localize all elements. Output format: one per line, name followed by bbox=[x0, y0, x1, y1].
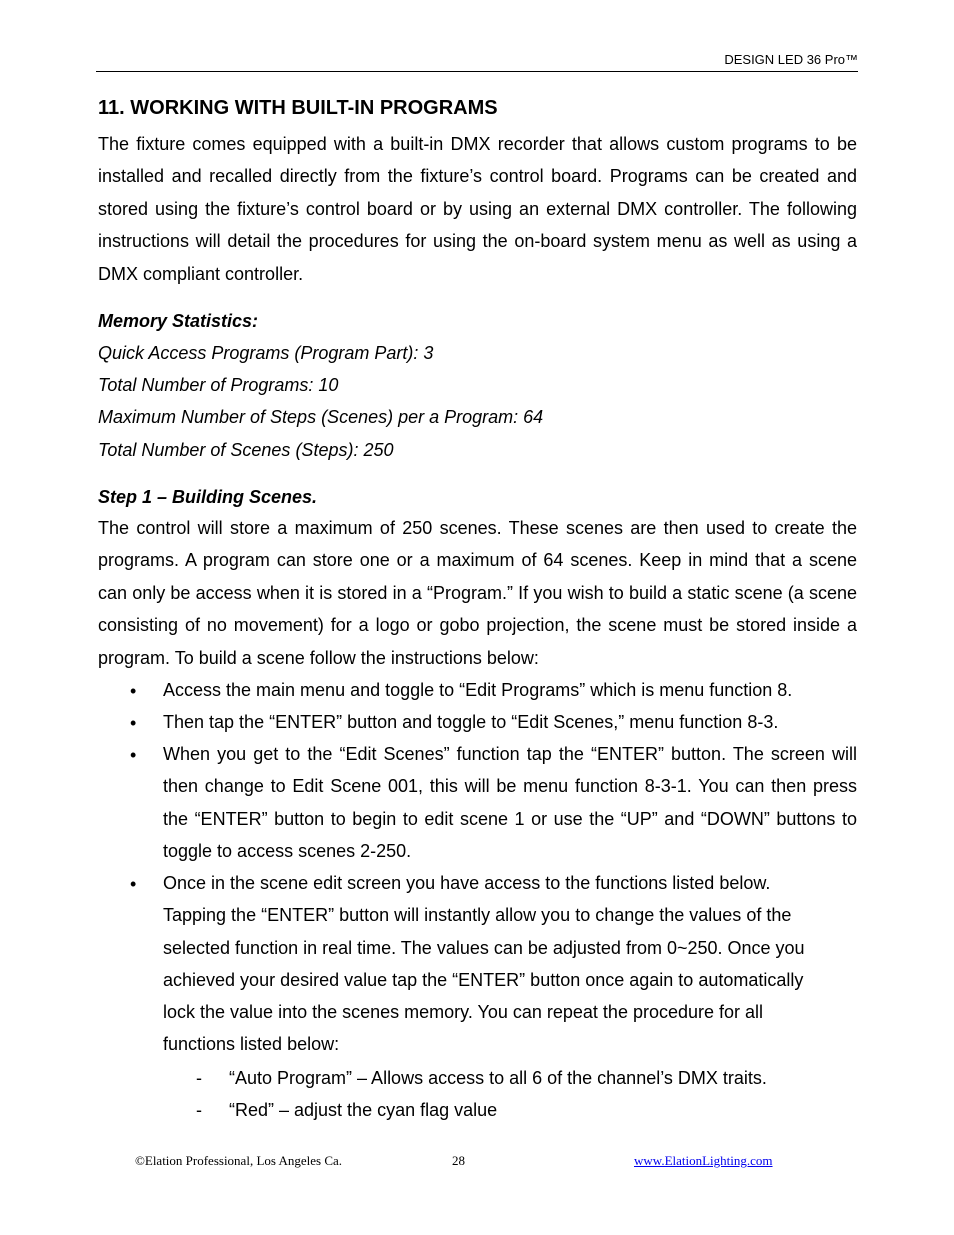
dash-marker: - bbox=[196, 1100, 202, 1120]
bullet-marker: • bbox=[130, 874, 137, 894]
sub-item: “Red” – adjust the cyan flag value bbox=[229, 1100, 498, 1120]
step1-paragraph: The control will store a maximum of 250 scenes. These scenes are then used to create the programs. A program can store one or a maximum of 64 scenes. Keep in mind that a scene can only be access when it is stored in a “Program.” If you wish to build a static scene (a scene consisting of no movement) for a logo or gobo projection, the scene must be stored inside a program. To build a scene follow the instructions below: bbox=[98, 518, 857, 668]
bullet-marker: • bbox=[130, 745, 137, 765]
bullet-item: When you get to the “Edit Scenes” function tap the “ENTER” button. The screen will then change to Edit Scene 001, this will be menu function 8-3-1. You can then press the “ENTER” button to begin to edit scene 1 or use the “UP” and “DOWN” buttons to toggle to access scenes 2-250. bbox=[163, 744, 857, 861]
footer-copyright: ©Elation Professional, Los Angeles Ca. bbox=[135, 1153, 343, 1168]
bullet-marker: • bbox=[130, 713, 137, 733]
bullet-item: Then tap the “ENTER” button and toggle to “Edit Scenes,” menu function 8-3. bbox=[163, 712, 779, 732]
footer-page-number: 28 bbox=[452, 1153, 465, 1168]
memory-stat-line: Total Number of Scenes (Steps): 250 bbox=[98, 440, 394, 460]
bullet-marker: • bbox=[130, 681, 137, 701]
memory-stat-line: Quick Access Programs (Program Part): 3 bbox=[98, 343, 434, 363]
step1-heading: Step 1 – Building Scenes. bbox=[98, 487, 318, 507]
intro-paragraph: The fixture comes equipped with a built-in DMX recorder that allows custom programs to be installed and recalled directly from the fixture’s control board. Programs can be created and stored using the fixture’s control board or by using an external DMX controller. The following instructions will detail the procedures for using the on-board system menu as well as using a DMX compliant controller. bbox=[98, 134, 857, 284]
memory-stat-line: Maximum Number of Steps (Scenes) per a Program: 64 bbox=[98, 407, 544, 427]
dash-marker: - bbox=[196, 1068, 202, 1088]
bullet-item: Access the main menu and toggle to “Edit Programs” which is menu function 8. bbox=[163, 680, 793, 700]
footer-website-link[interactable]: www.ElationLighting.com bbox=[634, 1153, 773, 1168]
memory-stat-line: Total Number of Programs: 10 bbox=[98, 375, 339, 395]
bullet-item: Once in the scene edit screen you have access to the functions listed below. Tapping the “ENTER” button will instantly allow you to change the values of the selected function in real time. The values can be adjusted from 0~250. Once you achieved your desired value tap the “ENTER” button once again to automatically lock the value into the scenes memory. You can repeat the procedure for all functions listed below: bbox=[163, 873, 805, 1055]
header-rule bbox=[96, 71, 858, 72]
page-title: 11. WORKING WITH BUILT-IN PROGRAMS bbox=[98, 97, 498, 119]
memory-statistics-heading: Memory Statistics: bbox=[98, 311, 259, 331]
sub-item: “Auto Program” – Allows access to all 6 of the channel’s DMX traits. bbox=[229, 1068, 767, 1088]
running-header: DESIGN LED 36 Pro™ bbox=[724, 52, 858, 67]
